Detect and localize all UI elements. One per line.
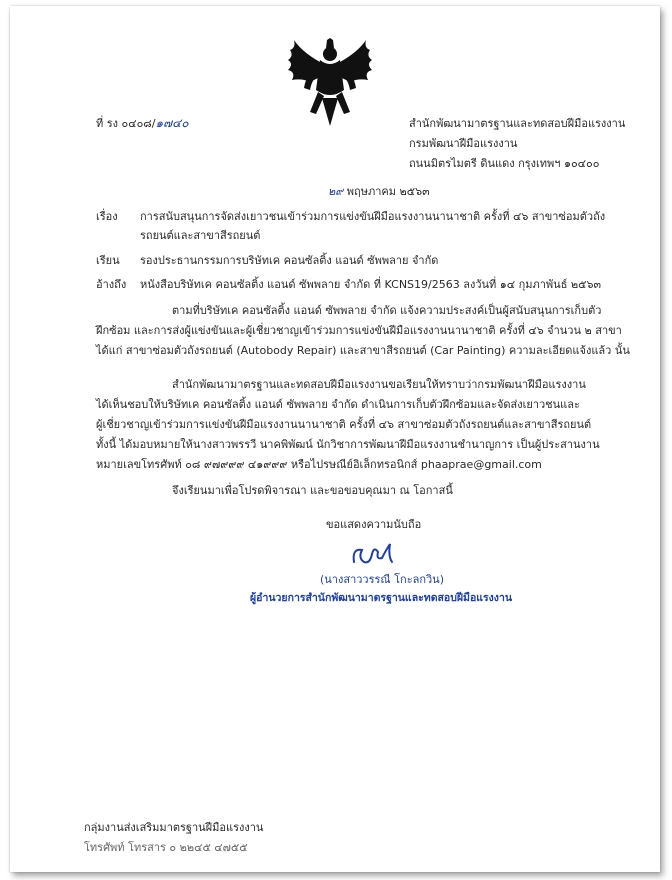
signer-title: ผู้อำนวยการสำนักพัฒนามาตรฐานและทดสอบฝีมือแรงงาน xyxy=(250,592,513,604)
to-text: รองประธานกรรมการบริษัทเค คอนซัลติ้ง แอนด์ ซัพพลาย จำกัด xyxy=(140,254,439,267)
para2-line-1: สำนักพัฒนามาตรฐานและทดสอบฝีมือแรงงานขอเรียนให้ทราบว่ากรมพัฒนาฝีมือแรงงาน xyxy=(172,378,586,391)
subject-label: เรื่อง xyxy=(96,210,118,223)
date-month-year: พฤษภาคม ๒๕๖๓ xyxy=(343,185,430,198)
date-day-handwritten: ๒๙ xyxy=(328,185,344,198)
para1-line-2: ฝึกซ้อม และการส่งผู้แข่งขันและผู้เชี่ยวชาญเข้าร่วมการแข่งขันฝีมือแรงงานนานาชาติ ครั้งที่ ๔๖ จำนวน ๒ สาขา xyxy=(96,324,622,337)
ref-number-handwritten: ๑๗๔๐ xyxy=(155,116,189,130)
footer-department: กลุ่มงานส่งเสริมมาตรฐานฝีมือแรงงาน xyxy=(84,821,264,834)
handwritten-signature-icon xyxy=(350,540,400,570)
reference-text: หนังสือบริษัทเค คอนซัลติ้ง แอนด์ ซัพพลาย จำกัด ที่ KCNS19/2563 ลงวันที่ ๑๔ กุมภาพันธ์ ๒๕๖๓ xyxy=(140,278,601,291)
ref-number xyxy=(96,116,189,131)
subject-line-1: การสนับสนุนการจัดส่งเยาวชนเข้าร่วมการแข่งขันฝีมือแรงงานนานาชาติ ครั้งที่ ๔๖ สาขาซ่อมตัวถัง xyxy=(140,210,606,223)
para2-line-3: ผู้เชี่ยวชาญเข้าร่วมการแข่งขันฝีมือแรงงานนานาชาติ ครั้งที่ ๔๖ สาขาซ่อมตัวถังรถยนต์และสาขาสีรถยนต์ xyxy=(96,418,592,431)
para2-line-4: ทั้งนี้ ได้มอบหมายให้นางสาวพรรวี นาคพิพัฒน์ นักวิชาการพัฒนาฝีมือแรงงานชำนาญการ เป็นผู้ประสานงาน xyxy=(96,438,600,451)
sender-address-line-2: กรมพัฒนาฝีมือแรงงาน xyxy=(409,137,518,150)
to-label: เรียน xyxy=(96,254,120,267)
letter-page xyxy=(10,6,660,872)
closing-text: ขอแสดงความนับถือ xyxy=(326,518,422,531)
para1-line-3: ได้แก่ สาขาซ่อมตัวถังรถยนต์ (Autobody Repair) และสาขาสีรถยนต์ (Car Painting) ความละเอียดแจ้งแล้ว นั้น xyxy=(96,344,630,357)
para2-line-5: หมายเลขโทรศัพท์ ๐๘ ๙๗๙๙๙ ๔๑๙๙๙ หรือไปรษณีย์อิเล็กทรอนิกส์ phaaprae@gmail.com xyxy=(96,458,542,471)
sender-address-line-3: ถนนมิตรไมตรี ดินแดง กรุงเทพฯ ๑๐๔๐๐ xyxy=(409,157,600,170)
reference-label: อ้างถึง xyxy=(96,278,127,291)
subject-line-2: รถยนต์และสาขาสีรถยนต์ xyxy=(140,229,261,242)
para2-line-2: ได้เห็นชอบให้บริษัทเค คอนซัลติ้ง แอนด์ ซัพพลาย จำกัด ดำเนินการเก็บตัวฝึกซ้อมและจัดส่งเยาวชนและ xyxy=(96,398,580,411)
para3: จึงเรียนมาเพื่อโปรดพิจารณา และขอขอบคุณมา ณ โอกาสนี้ xyxy=(172,484,453,497)
para1-line-1: ตามที่บริษัทเค คอนซัลติ้ง แอนด์ ซัพพลาย จำกัด แจ้งความประสงค์เป็นผู้สนับสนุนการเก็บตัว xyxy=(172,304,602,317)
letter-date xyxy=(328,184,430,199)
garuda-emblem-icon xyxy=(280,38,380,128)
ref-number-printed: ที่ รง ๐๔๐๘/ xyxy=(96,117,156,130)
footer-phone: โทรศัพท์ โทรสาร ๐ ๒๒๔๕ ๔๗๕๕ xyxy=(84,841,248,854)
sender-address-line-1: สำนักพัฒนามาตรฐานและทดสอบฝีมือแรงงาน xyxy=(409,117,626,130)
signer-name: (นางสาววรรณี โกะลกวิน) xyxy=(320,573,444,586)
